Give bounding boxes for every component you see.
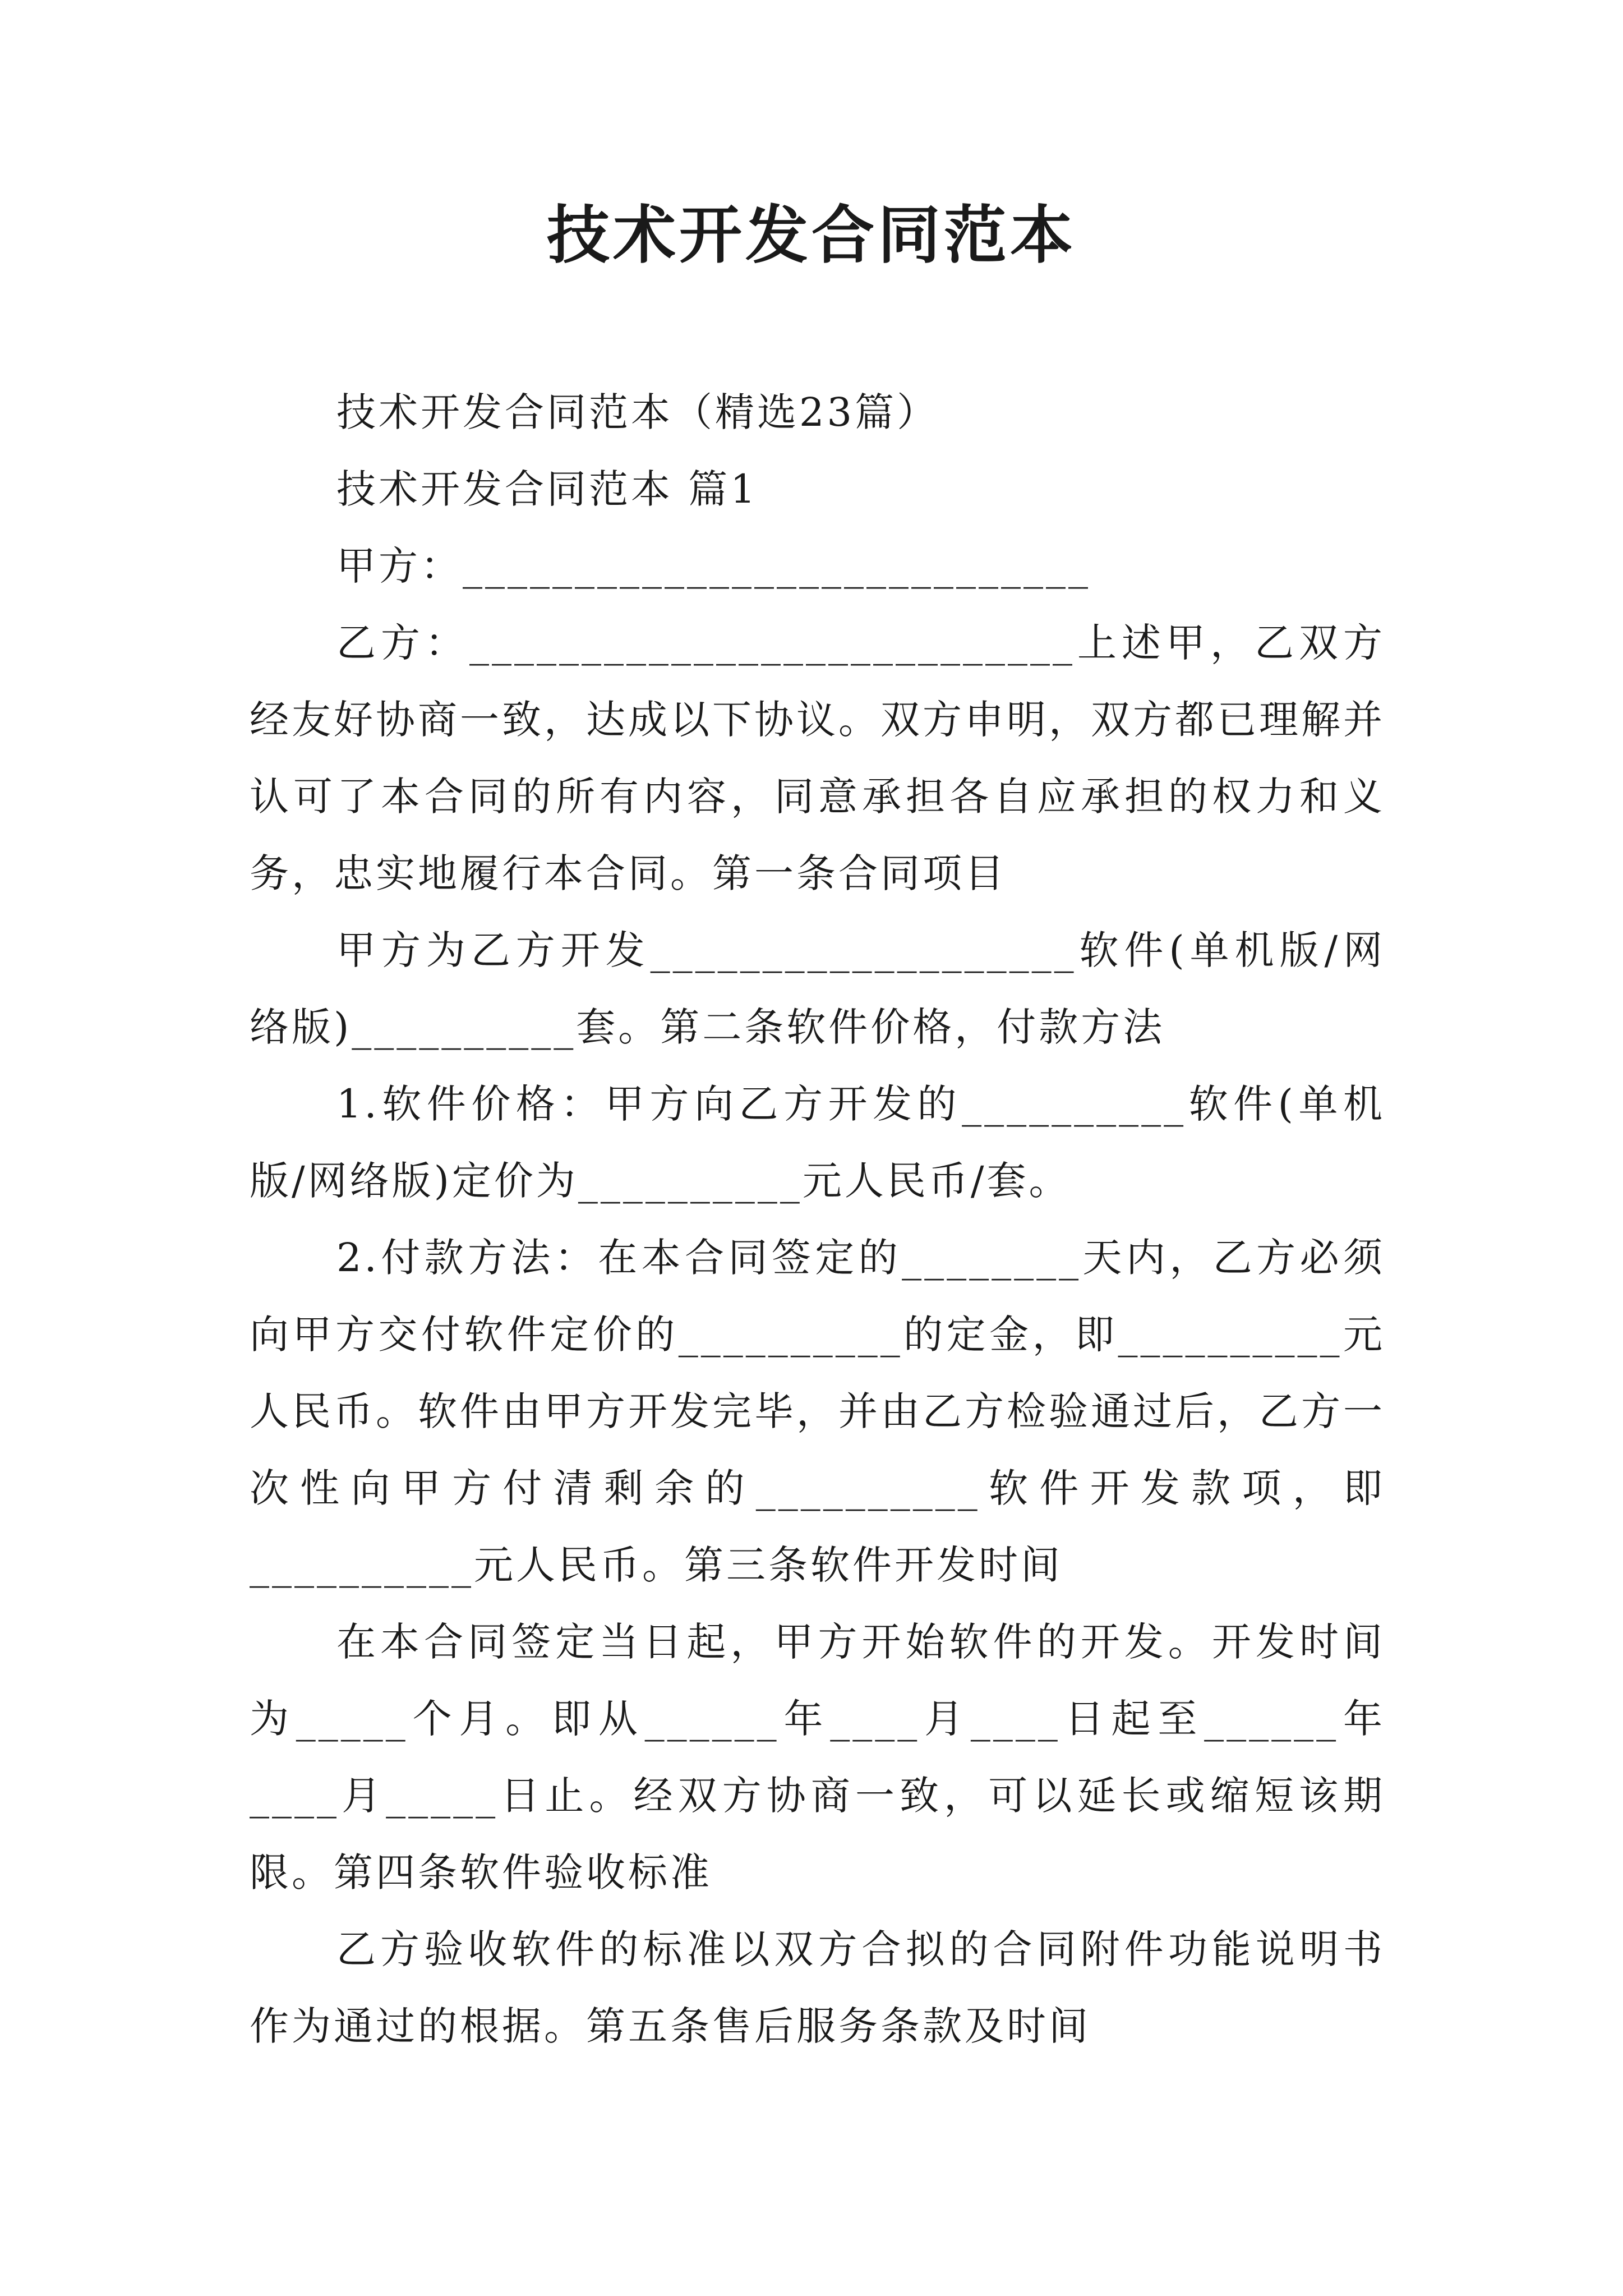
document-body [250, 374, 1385, 2065]
paragraph-section-heading: 技术开发合同范本 篇1 [336, 466, 758, 512]
paragraph-subtitle: 技术开发合同范本（精选23篇） [336, 389, 939, 435]
paragraph-payment: 2.付款方法：在本合同签定的________天内，乙方必须向甲方交付软件定价的__________的定金，即__________元人民币。软件由甲方开发完毕，并由乙方检验通过后，乙方一次性向甲方付清剩余的__________软件开发款项，即__________元人民币。第三条软件开发时间 [250, 1235, 1385, 1588]
document-title: 技术开发合同范本 [547, 199, 1076, 272]
paragraph-party-a: 甲方：____________________________ [336, 543, 1091, 589]
paragraph-project: 甲方为乙方开发___________________软件(单机版/网络版)__________套。第二条软件价格，付款方法 [250, 927, 1385, 1050]
paragraph-schedule: 在本合同签定当日起，甲方开始软件的开发。开发时间为_____个月。即从______年____月____日起至______年____月_____日止。经双方协商一致，可以延长或缩短该期限。第四条软件验收标准 [250, 1619, 1385, 1895]
paragraph-price: 1.软件价格：甲方向乙方开发的__________软件(单机版/网络版)定价为__________元人民币/套。 [250, 1081, 1385, 1204]
paragraph-acceptance: 乙方验收软件的标准以双方合拟的合同附件功能说明书作为通过的根据。第五条售后服务条款及时间 [250, 1926, 1385, 2049]
paragraph-party-b: 乙方：___________________________上述甲，乙双方经友好协商一致，达成以下协议。双方申明，双方都已理解并认可了本合同的所有内容，同意承担各自应承担的权力和义务，忠实地履行本合同。第一条合同项目 [250, 620, 1385, 896]
